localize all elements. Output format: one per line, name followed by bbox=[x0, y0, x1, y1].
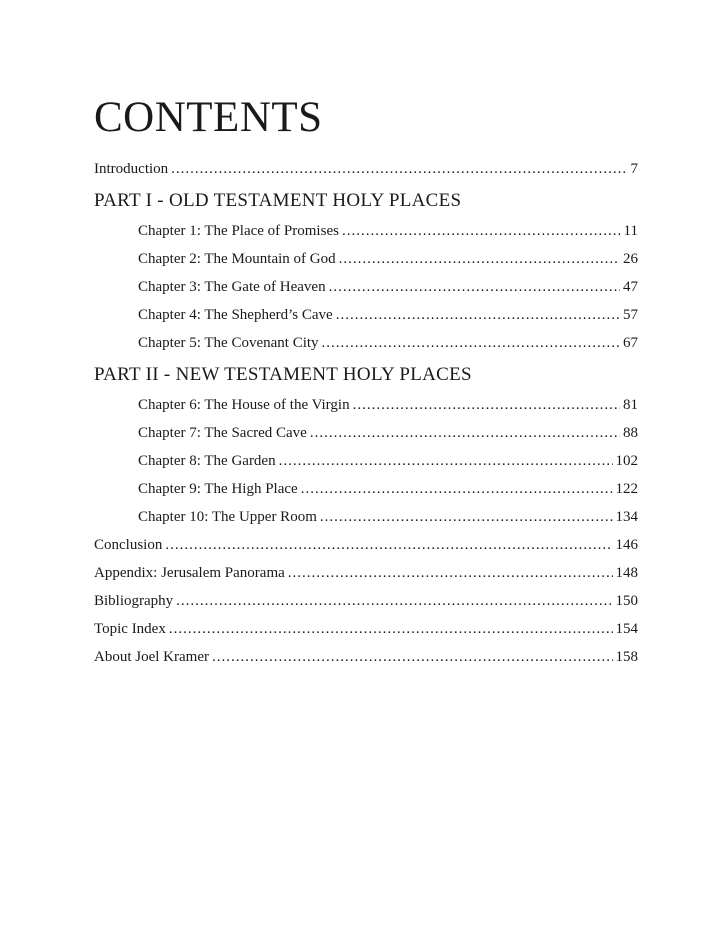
dot-leader bbox=[353, 391, 620, 419]
toc-page-number: 150 bbox=[615, 593, 638, 609]
toc-entry-label: Chapter 7: The Sacred Cave bbox=[138, 425, 307, 441]
toc-entry-bibliography[interactable] bbox=[94, 587, 638, 615]
toc-entry-about-author[interactable] bbox=[94, 643, 638, 671]
toc-entry-label: Chapter 10: The Upper Room bbox=[138, 509, 317, 525]
toc-page-number: 148 bbox=[615, 565, 638, 581]
toc-page-number: 57 bbox=[623, 307, 638, 323]
toc-entry-chapter[interactable] bbox=[94, 475, 638, 503]
dot-leader bbox=[165, 531, 612, 559]
dot-leader bbox=[329, 273, 620, 301]
toc-entry-label: Introduction bbox=[94, 161, 169, 177]
toc-entry-chapter[interactable] bbox=[94, 419, 638, 447]
toc-entry-label: Conclusion bbox=[94, 537, 163, 553]
dot-leader bbox=[288, 559, 613, 587]
dot-leader bbox=[320, 503, 613, 531]
toc-entry-chapter[interactable] bbox=[94, 273, 638, 301]
dot-leader bbox=[169, 615, 613, 643]
page-title: CONTENTS bbox=[94, 94, 323, 141]
toc-entry-label: Appendix: Jerusalem Panorama bbox=[94, 565, 285, 581]
table-of-contents bbox=[94, 155, 638, 671]
toc-entry-chapter[interactable] bbox=[94, 329, 638, 357]
toc-page-number: 154 bbox=[615, 621, 638, 637]
toc-page-number: 134 bbox=[615, 509, 638, 525]
toc-page-number: 67 bbox=[623, 335, 638, 351]
toc-page-number: 26 bbox=[623, 251, 638, 267]
toc-entry-chapter[interactable] bbox=[94, 503, 638, 531]
toc-entry-introduction[interactable] bbox=[94, 155, 638, 183]
toc-entry-appendix[interactable] bbox=[94, 559, 638, 587]
dot-leader bbox=[176, 587, 612, 615]
toc-entry-chapter[interactable] bbox=[94, 301, 638, 329]
toc-entry-label: Chapter 2: The Mountain of God bbox=[138, 251, 336, 267]
dot-leader bbox=[339, 245, 620, 273]
dot-leader bbox=[336, 301, 620, 329]
toc-entry-conclusion[interactable] bbox=[94, 531, 638, 559]
toc-page-number: 146 bbox=[615, 537, 638, 553]
dot-leader bbox=[342, 217, 621, 245]
part-heading: PART I - OLD TESTAMENT HOLY PLACES bbox=[94, 190, 462, 211]
toc-entry-label: Chapter 1: The Place of Promises bbox=[138, 223, 339, 239]
toc-page-number: 7 bbox=[630, 161, 638, 177]
toc-page-number: 11 bbox=[623, 223, 638, 239]
toc-entry-chapter[interactable] bbox=[94, 217, 638, 245]
toc-page-number: 81 bbox=[623, 397, 638, 413]
toc-page-number: 47 bbox=[623, 279, 638, 295]
toc-entry-label: Chapter 9: The High Place bbox=[138, 481, 298, 497]
toc-page-number: 158 bbox=[615, 649, 638, 665]
dot-leader bbox=[310, 419, 620, 447]
toc-entry-label: Chapter 6: The House of the Virgin bbox=[138, 397, 350, 413]
toc-entry-label: Topic Index bbox=[94, 621, 166, 637]
toc-entry-label: Chapter 5: The Covenant City bbox=[138, 335, 319, 351]
dot-leader bbox=[212, 643, 613, 671]
toc-entry-label: Bibliography bbox=[94, 593, 174, 609]
toc-entry-label: Chapter 4: The Shepherd’s Cave bbox=[138, 307, 333, 323]
toc-page-number: 102 bbox=[615, 453, 638, 469]
dot-leader bbox=[171, 155, 627, 183]
toc-entry-chapter[interactable] bbox=[94, 245, 638, 273]
toc-entry-label: About Joel Kramer bbox=[94, 649, 209, 665]
part-heading: PART II - NEW TESTAMENT HOLY PLACES bbox=[94, 364, 472, 385]
toc-entry-label: Chapter 8: The Garden bbox=[138, 453, 276, 469]
toc-entry-chapter[interactable] bbox=[94, 447, 638, 475]
toc-entry-topic-index[interactable] bbox=[94, 615, 638, 643]
dot-leader bbox=[279, 447, 613, 475]
dot-leader bbox=[322, 329, 620, 357]
toc-entry-label: Chapter 3: The Gate of Heaven bbox=[138, 279, 326, 295]
dot-leader bbox=[301, 475, 613, 503]
toc-entry-chapter[interactable] bbox=[94, 391, 638, 419]
toc-page-number: 88 bbox=[623, 425, 638, 441]
toc-page-number: 122 bbox=[615, 481, 638, 497]
